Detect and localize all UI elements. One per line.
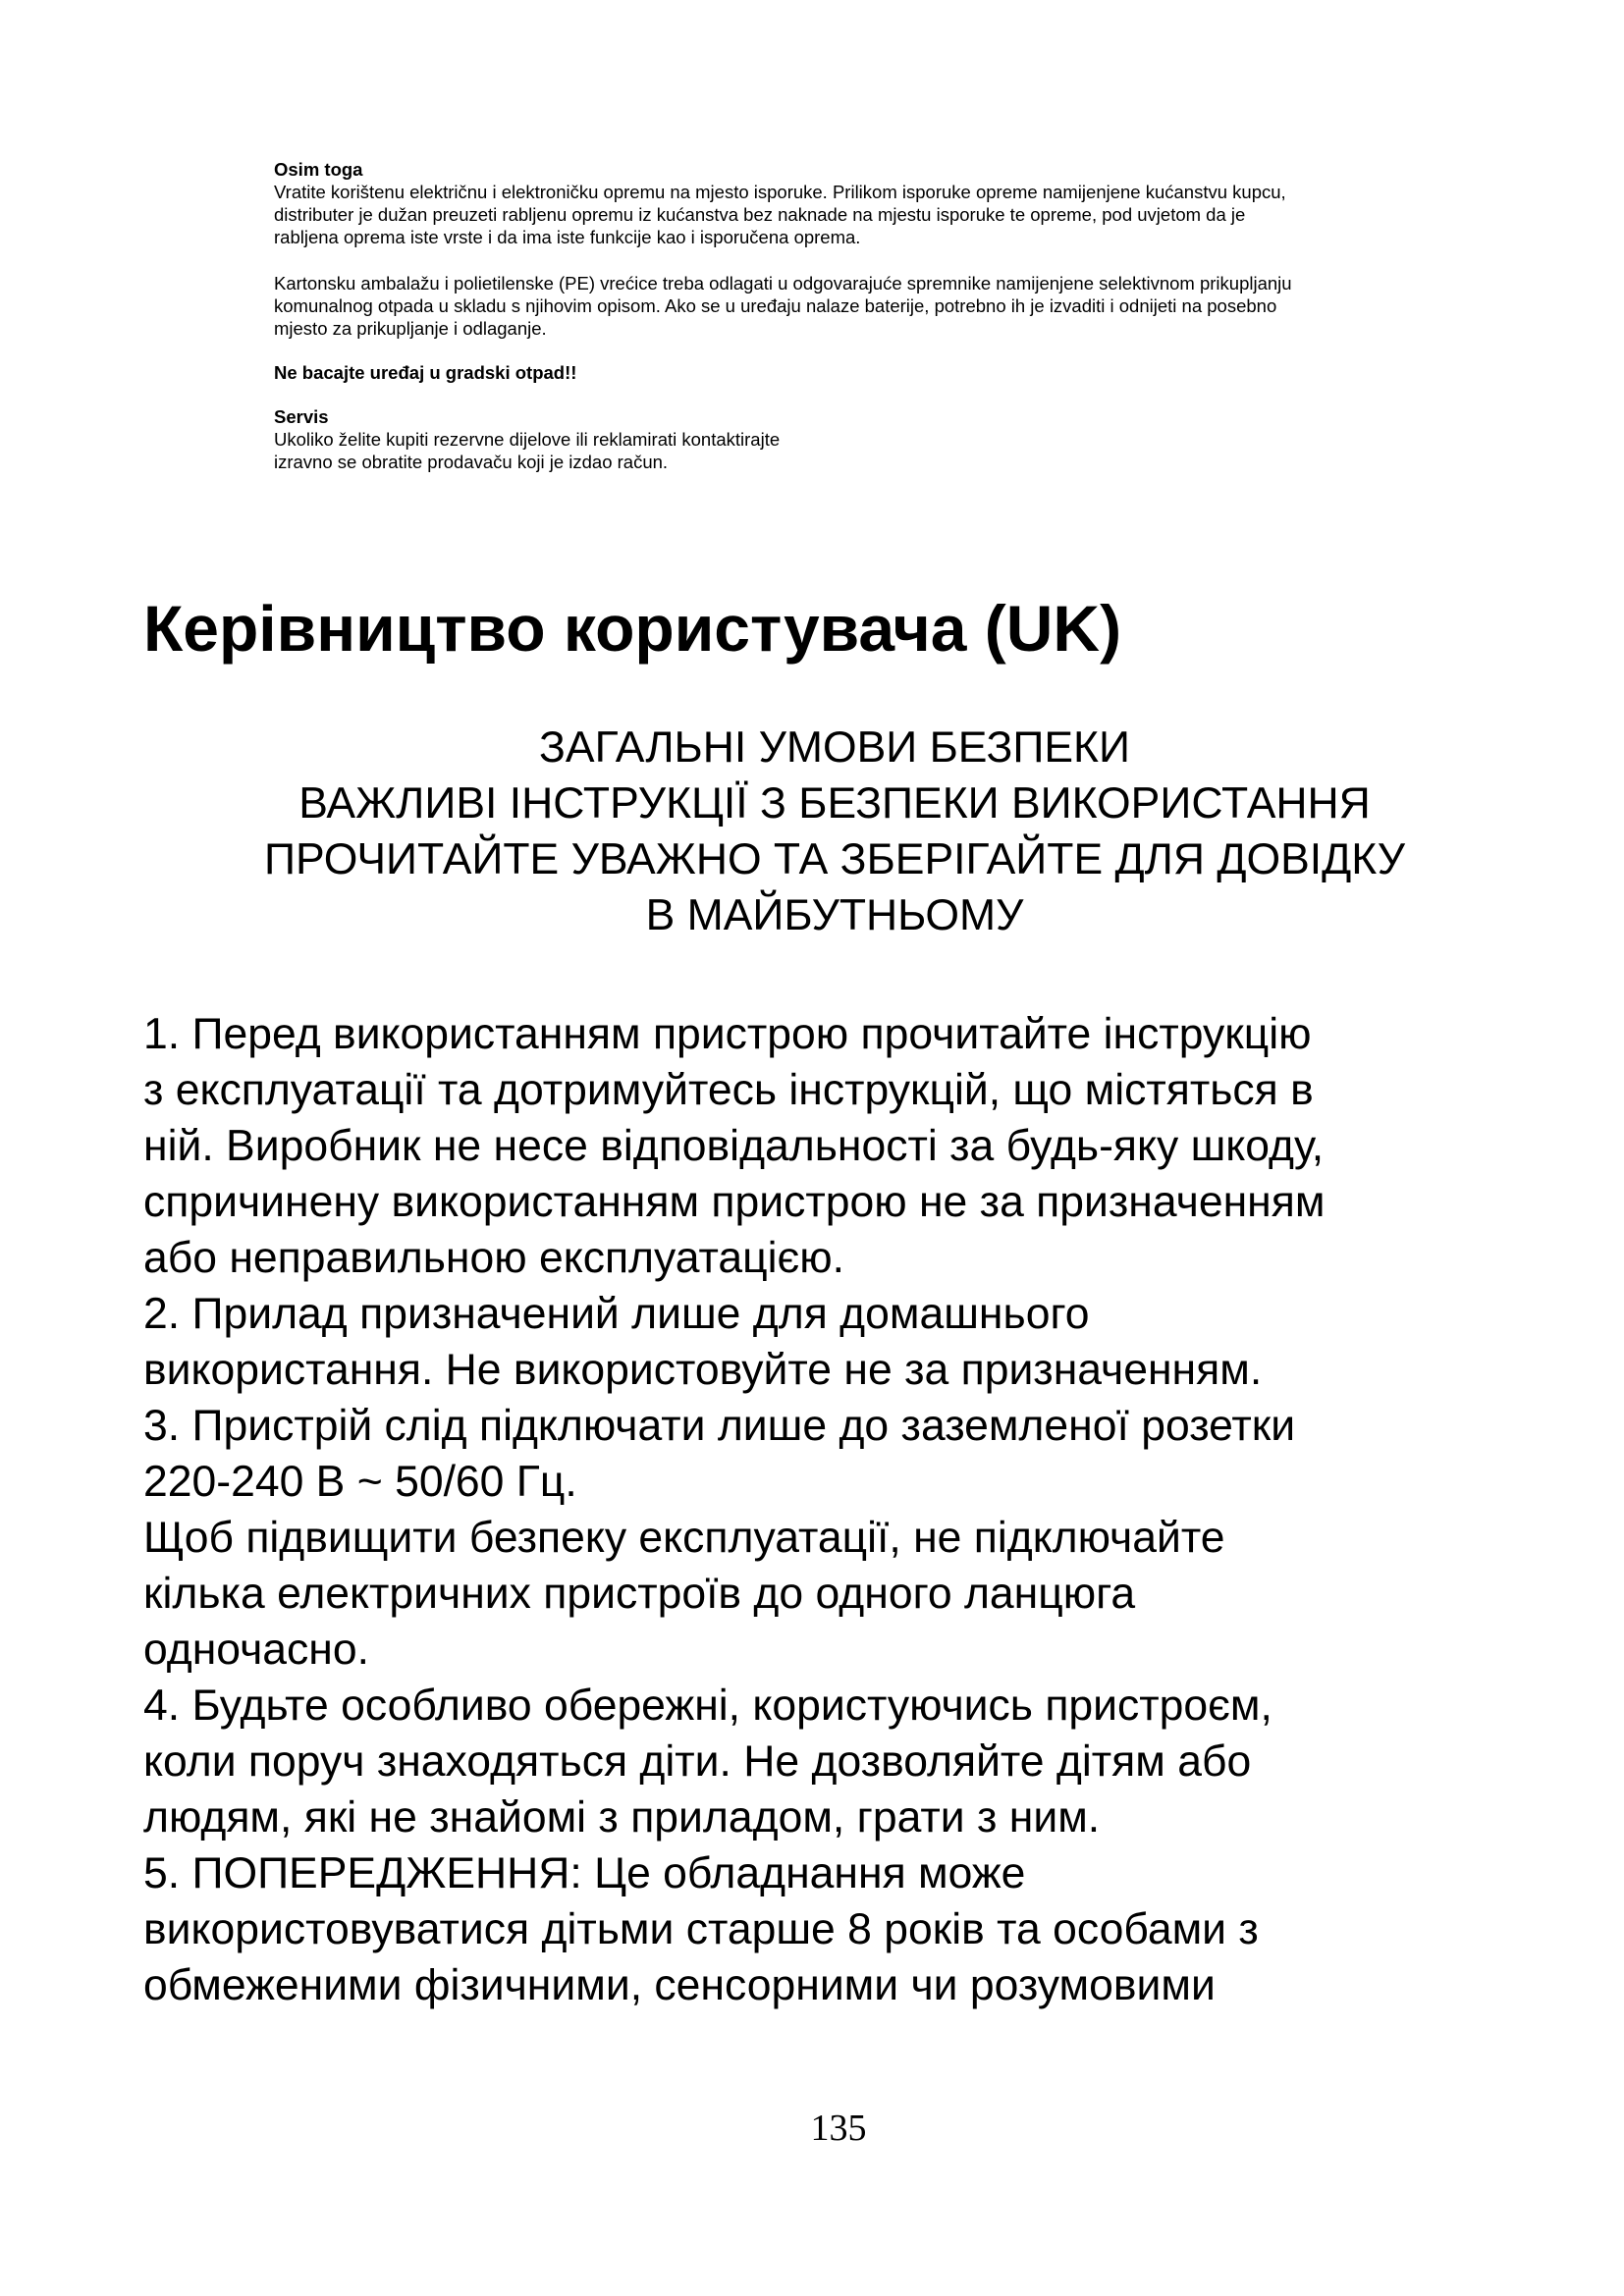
safety-heading-line: ЗАГАЛЬНІ УМОВИ БЕЗПЕКИ bbox=[539, 723, 1130, 772]
croatian-disposal-section bbox=[274, 158, 1511, 473]
instruction-line: 5. ПОПЕРЕДЖЕННЯ: Це обладнання може bbox=[143, 1849, 1026, 1897]
safety-heading bbox=[128, 720, 1542, 943]
instruction-line: спричинену використанням пристрою не за призначенням bbox=[143, 1178, 1326, 1226]
instruction-line: 2. Прилад призначений лише для домашнього bbox=[143, 1290, 1090, 1338]
instruction-line: 1. Перед використанням пристрою прочитайте інструкцію bbox=[143, 1010, 1312, 1058]
servis-line: Ukoliko želite kupiti rezervne dijelove ili reklamirati kontaktirajte bbox=[274, 429, 781, 450]
safety-heading-line: ВАЖЛИВІ ІНСТРУКЦІЇ З БЕЗПЕКИ ВИКОРИСТАННЯ bbox=[298, 779, 1371, 828]
osim-heading: Osim toga bbox=[274, 159, 363, 180]
safety-instructions bbox=[143, 1006, 1557, 2013]
instruction-line: коли поруч знаходяться діти. Не дозволяйте дітям або bbox=[143, 1737, 1252, 1786]
instruction-line: Щоб підвищити безпеку експлуатації, не підключайте bbox=[143, 1514, 1225, 1562]
disposal-warning: Ne bacajte uređaj u gradski otpad!! bbox=[274, 362, 577, 383]
page-number: 135 bbox=[810, 2108, 867, 2149]
servis-heading: Servis bbox=[274, 406, 329, 427]
instruction-line: обмеженими фізичними, сенсорними чи розумовими bbox=[143, 1961, 1216, 2009]
osim-line: rabljena oprema iste vrste i da ima iste funkcije kao i isporučena oprema. bbox=[274, 227, 861, 247]
safety-heading-line: ПРОЧИТАЙТЕ УВАЖНО ТА ЗБЕРІГАЙТЕ ДЛЯ ДОВІДКУ bbox=[264, 835, 1405, 883]
osim-line: Vratite korištenu električnu i elektroničku opremu na mjesto isporuke. Prilikom isporuke opreme namijenjene kućanstvu kupcu, bbox=[274, 182, 1286, 202]
instruction-line: людям, які не знайомі з приладом, грати з ним. bbox=[143, 1793, 1101, 1842]
instruction-line: або неправильною експлуатацією. bbox=[143, 1234, 844, 1282]
osim-line: distributer je dužan preuzeti rabljenu opremu iz kućanstva bez naknade na mjestu isporuke te opreme, pod uvjetom da je bbox=[274, 204, 1246, 225]
servis-line: izravno se obratite prodavaču koji je izdao račun. bbox=[274, 452, 669, 472]
kartonsku-line: Kartonsku ambalažu i polietilenske (PE) vrećice treba odlagati u odgovarajuće spremnike namijenjene selektivnom prikupljanju bbox=[274, 273, 1292, 294]
instruction-line: використання. Не використовуйте не за призначенням. bbox=[143, 1346, 1263, 1394]
instruction-line: ній. Виробник не несе відповідальності за будь-яку шкоду, bbox=[143, 1122, 1325, 1170]
uk-manual-title: Керівництво користувача (UK) bbox=[143, 592, 1122, 665]
kartonsku-line: mjesto za prikupljanje i odlaganje. bbox=[274, 318, 547, 339]
instruction-line: з експлуатації та дотримуйтесь інструкцій, що містяться в bbox=[143, 1066, 1314, 1114]
kartonsku-line: komunalnog otpada u skladu s njihovim opisom. Ako se u uređaju nalaze baterije, potrebno ih je izvaditi i odnijeti na posebno bbox=[274, 295, 1277, 316]
instruction-line: використовуватися дітьми старше 8 років та особами з bbox=[143, 1905, 1259, 1953]
instruction-line: 220-240 В ~ 50/60 Гц. bbox=[143, 1458, 577, 1506]
instruction-line: 4. Будьте особливо обережні, користуючись пристроєм, bbox=[143, 1682, 1272, 1730]
safety-heading-line: В МАЙБУТНЬОМУ bbox=[645, 891, 1024, 939]
instruction-line: одночасно. bbox=[143, 1626, 369, 1674]
instruction-line: 3. Пристрій слід підключати лише до заземленої розетки bbox=[143, 1402, 1296, 1450]
instruction-line: кілька електричних пристроїв до одного ланцюга bbox=[143, 1570, 1136, 1618]
